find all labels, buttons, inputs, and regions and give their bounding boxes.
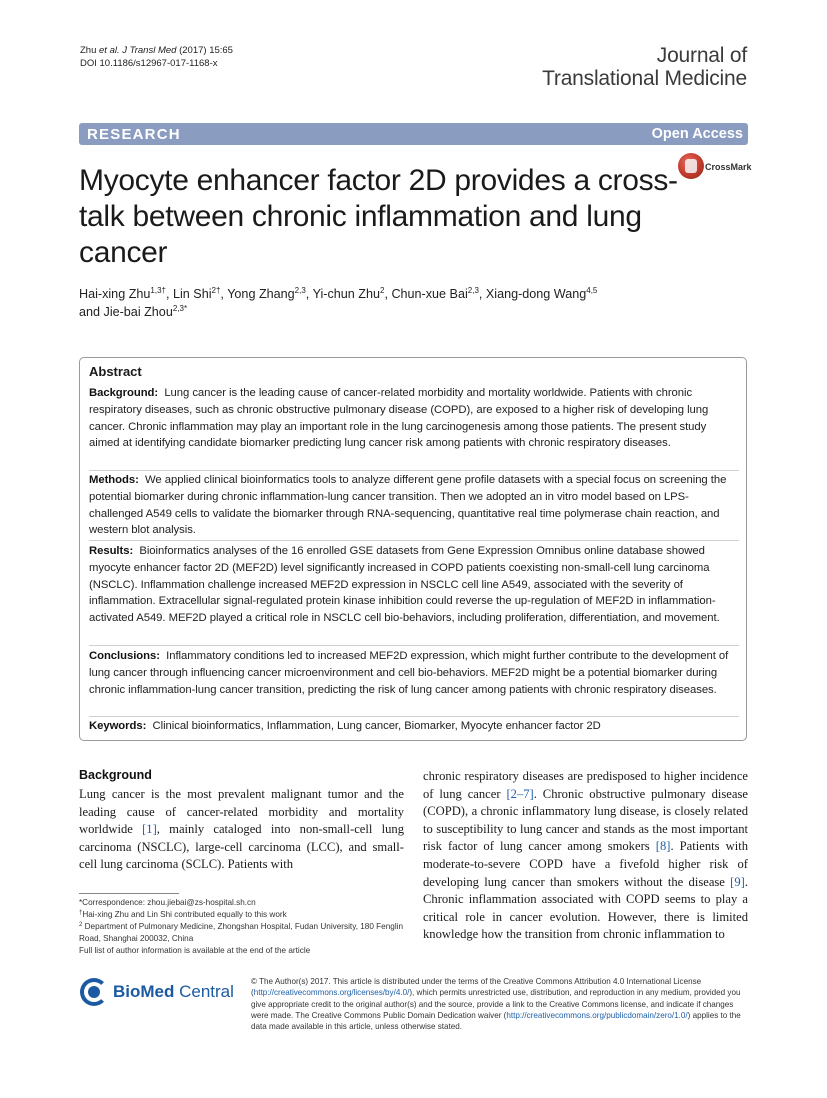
abstract-keywords: Keywords: Clinical bioinformatics, Inflammation, Lung cancer, Biomarker, Myocyte enhancer factor 2D: [89, 720, 601, 732]
abstract-heading: Abstract: [89, 364, 142, 379]
author[interactable]: Yong Zhang$^{2,3}$: [227, 286, 306, 301]
abstract-box: [79, 357, 747, 741]
abstract-conclusions: Conclusions: Inflammatory conditions led to increased MEF2D expression, which might further contribute to the development of lung cancer through influencing cancer microenvironment and cell bio-behaviors. MEF2D might be a potential biomarker during chronic inflammation-lung cancer transition, predicting the risk of lung cancer among patients with chronic respiratory diseases.: [89, 650, 729, 696]
footnote-rule: [79, 893, 179, 894]
open-access-label: Open Access: [651, 126, 743, 142]
abstract-background: Background: Lung cancer is the leading cause of cancer-related morbidity and mortality worldwide. Patients with chronic respiratory diseases, such as chronic obstructive pulmonary disease (COPD), are exposed to a higher risk of developing lung cancer. Chronic inflammation may play an important role in the lung carcinogenesis among those patients. The present study aimed at identifying candidate biomarker predicting lung cancer risk among patients with chronic respiratory diseases.: [89, 387, 709, 450]
divider: [89, 645, 739, 646]
crossmark-label: CrossMark: [705, 162, 752, 172]
equal-contribution: †Hai-xing Zhu and Lin Shi contributed equally to this work: [79, 910, 287, 919]
divider: [89, 540, 739, 541]
author-list: Hai-xing Zhu$^{1,3\dagger}$, Lin Shi$^{2\dagger}$, Yong Zhang$^{2,3}$, Yi-chun Zhu$^2$, Chun-xue Bai$^{2,3}$, Xiang-dong Wang$^{4,5}$ and Jie-bai Zhou$^{2,3*}$: [79, 286, 598, 319]
article-title: Myocyte enhancer factor 2D provides a cross-talk between chronic inflammation and lung cancer: [79, 164, 678, 269]
affiliation: $^2$ Department of Pulmonary Medicine, Zhongshan Hospital, Fudan University, 180 Fenglin Road, Shanghai 200032, China: [79, 922, 404, 943]
public-domain-link[interactable]: http://creativecommons.org/publicdomain/zero/1.0/: [506, 1010, 688, 1020]
biomed-dot-icon: [88, 986, 100, 998]
citation: [80, 44, 233, 70]
body-right-column: chronic respiratory diseases are predisposed to higher incidence of lung cancer [2–7]. Chronic obstructive pulmonary disease (COPD), a chronic inflammatory lung disease, is closely related to susceptibility to lung cancer and stands as the most important risk factor of lung cancer among smokers [8]. Patients with moderate-to-severe COPD have a fivefold higher risk of developing lung cancer than smokers without the disease [9]. Chronic inflammation associated with COPD seems to play a critical role in cancer evolution. However, there is limited knowledge how the transition from chronic inflammation to: [423, 769, 748, 942]
author[interactable]: Lin Shi$^{2\dagger}$: [172, 286, 221, 301]
reference-link[interactable]: [2–7]: [506, 786, 534, 801]
section-heading: Background: [79, 768, 152, 782]
article-type-banner: [79, 123, 748, 145]
article-type: RESEARCH: [87, 126, 181, 143]
author[interactable]: Xiang-dong Wang$^{4,5}$: [485, 286, 598, 301]
reference-link[interactable]: [1]: [142, 822, 157, 837]
full-list-note: Full list of author information is available at the end of the article: [79, 946, 311, 955]
author[interactable]: Hai-xing Zhu$^{1,3\dagger}$: [79, 286, 166, 301]
body-left-column: Lung cancer is the most prevalent malignant tumor and the leading cause of cancer-related morbidity and mortality worldwide [1], mainly cataloged into non-small-cell lung carcinoma (NSCLC), large-cell carcinoma (LCC), and small-cell lung carcinoma (SCLC). Patients with: [79, 787, 404, 872]
author[interactable]: Chun-xue Bai$^{2,3}$: [391, 286, 479, 301]
divider: [89, 716, 739, 717]
biomed-central-logo[interactable]: BioMed Central: [80, 976, 240, 1010]
divider: [89, 470, 739, 471]
license-link[interactable]: http://creativecommons.org/licenses/by/4.0/: [253, 988, 410, 998]
abstract-results: Results: Bioinformatics analyses of the 16 enrolled GSE datasets from Gene Expression Omnibus online database showed myocyte enhancer factor 2D (MEF2D) level significantly increased in COPD patients coexisting non-small-cell lung carcinoma (NSCLC). Inflammation challenge increased MEF2D expression in NSCLC cell line A549, associated with the severity of inflammation. Extracellular signal-regulated protein kinase inhibition could reverse the up-regulation of MEF2D in inflammation-activated A549. MEF2D played a critical role in NSCLC cell bio-behaviors, including proliferation, differentiation, and movement.: [89, 545, 720, 625]
abstract-methods: Methods: We applied clinical bioinformatics tools to analyze different gene profile datasets with a special focus on screening the potential biomarker during chronic inflammation-lung cancer transition. Then we adopted an in vitro model based on LPS-challenged A549 cells to validate the biomarker through RNA-sequencing, quantitative real time polymerase chain reaction, and western blot analysis.: [89, 474, 727, 537]
doi[interactable]: DOI 10.1186/s12967-017-1168-x: [80, 58, 218, 69]
reference-link[interactable]: [9]: [730, 874, 745, 889]
footnotes: [79, 897, 404, 957]
author[interactable]: Yi-chun Zhu$^2$: [312, 286, 385, 301]
license-text: © The Author(s) 2017. This article is distributed under the terms of the Creative Commons Attribution 4.0 International License (http://creativecommons.org/licenses/by/4.0/), which permits unrestricted use, distribution, and reproduction in any medium, provided you give appropriate credit to the original author(s) and the source, provide a link to the Creative Commons license, and indicate if changes were made. The Creative Commons Public Domain Dedication waiver (http://creativecommons.org/publicdomain/zero/1.0/) applies to the data made available in this article, unless otherwise stated.: [251, 977, 741, 1032]
journal-name: Journal of Translational Medicine: [542, 44, 747, 90]
citation-line: Zhu et al. J Transl Med (2017) 15:65: [80, 45, 233, 56]
author[interactable]: Jie-bai Zhou$^{2,3*}$: [103, 304, 188, 319]
reference-link[interactable]: [8]: [655, 839, 671, 854]
correspondence: *Correspondence: zhou.jiebai@zs-hospital.sh.cn: [79, 898, 256, 907]
